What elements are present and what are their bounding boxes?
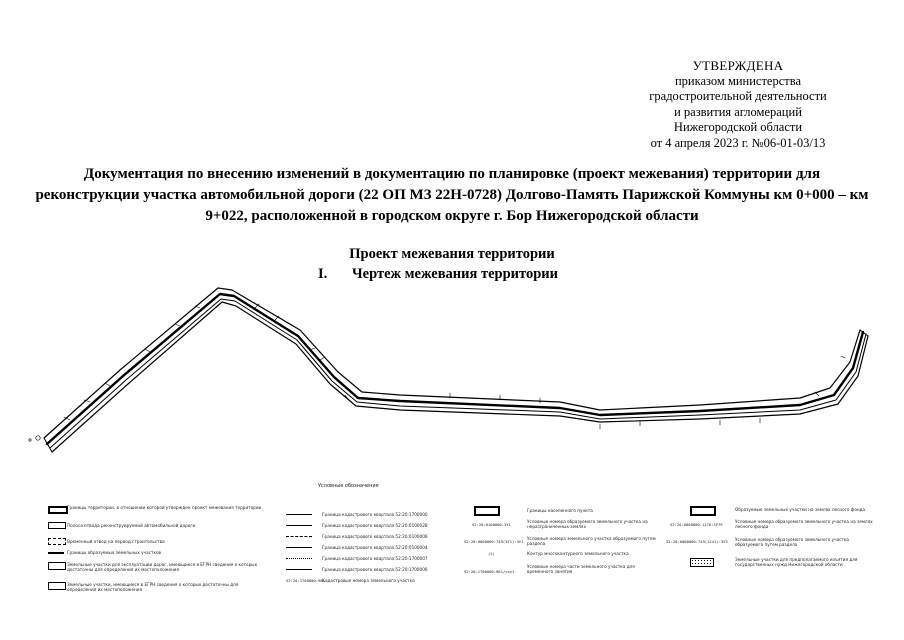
legend-symbol-project-boundary [48, 506, 68, 514]
document-title-line-2: реконструкции участка автомобильной дороги (22 ОП МЗ 22Н-0728) Долгово-Память Парижской Коммуны км 0+000 – км [35, 187, 869, 203]
legend-symbol-quarter [286, 547, 312, 548]
document-title-line-1: Документация по внесению изменений в документацию по планировке (проект межевания) территории для [83, 166, 821, 182]
legend-heading: Условные обозначения [318, 483, 379, 489]
legend-text: Условные номера образуемого земельного участка на землях лесного фонда [735, 519, 873, 529]
legend-symbol-road-plots [48, 562, 66, 570]
legend-code: 52:20:0000000:1276:ЗУ79 [670, 522, 723, 527]
drawing-title-text: Чертеж межевания территории [352, 266, 558, 282]
approval-line-4: и развития агломераций [674, 104, 802, 119]
legend-text: Земельные участки для эксплуатации дорог, имеющиеся в ЕГРН сведения о которых достаточны для определения их местоположения [67, 562, 258, 572]
legend-text: Границы образуемых земельных участков [67, 550, 162, 555]
legend-code: 52:20:0000000:749(ЗУ1):ЗУ1 [464, 539, 524, 544]
legend-text: Временный отвод на период строительства [67, 539, 165, 544]
legend-symbol-temporary [48, 538, 66, 545]
legend-symbol-formed-plots [48, 552, 64, 554]
point-marker [36, 436, 40, 440]
legend-symbol-right-of-way [48, 522, 66, 529]
legend-text: Условные номера образуемого земельного участка на неразграниченных землях [527, 519, 648, 529]
legend-text: Земельные участки для предполагаемого изъятия для государственных нужд Нижегородской области [735, 557, 858, 567]
document-title-line-3: 9+022, расположенной в городском округе г. Бор Нижегородской области [205, 208, 699, 224]
legend-text: Земельные участки, имеющиеся в ЕГРН сведения о которых достаточны для определения их местоположения [67, 582, 239, 592]
road-centerline-b [50, 299, 866, 448]
legend-symbol-settlement [474, 506, 500, 516]
legend-text: Условные номера части земельного участка для временного занятия [527, 564, 635, 574]
legend-text: Граница кадастрового квартала 52:20:1700000 [322, 512, 428, 517]
legend-symbol-forest-plots [690, 506, 716, 516]
legend-text: Полоса отвода реконструируемой автомобильной дороги [67, 523, 196, 528]
legend-code: (1) [488, 551, 495, 556]
point-marker [29, 439, 31, 441]
legend-symbol-quarter [286, 558, 312, 559]
section-title: Проект межевания территории [349, 246, 555, 262]
legend-symbol-quarter [286, 536, 312, 537]
legend-symbol-quarter [286, 514, 312, 515]
approval-line-1: УТВЕРЖДЕНА [692, 58, 784, 73]
legend-text: Кадастровые номера земельного участка [322, 578, 415, 583]
legend-code: 52:20:0100000:ЗУ1 [472, 522, 511, 527]
legend-symbol-quarter [286, 525, 312, 526]
approval-line-6: от 4 апреля 2023 г. №06-01-03/13 [650, 135, 826, 150]
approval-line-5: Нижегородской области [673, 120, 803, 134]
legend-text: Границы населенного пункта [527, 508, 593, 513]
legend-text: Граница кадастрового квартала 52:20:0100006 [322, 534, 428, 539]
road-centerline-a [47, 294, 863, 444]
approval-line-3: градостроительной деятельности [649, 89, 827, 103]
legend-symbol-seizure [690, 558, 714, 567]
legend-code: 52:20:1700000:981 [286, 578, 325, 583]
legend-text: Граница кадастрового квартала 52:20:0100028 [322, 523, 428, 528]
drawing-number: I. [318, 266, 328, 282]
legend-text: Граница кадастрового квартала 52:20:1700006 [322, 567, 428, 572]
road-boundary-upper [44, 288, 860, 438]
legend-symbol-egrn-plots [48, 582, 66, 590]
approval-line-2: приказом министерства [674, 73, 802, 88]
legend-text: Условные номера образуемого земельного участка образуемого путем раздела [735, 537, 849, 547]
legend-text: Граница кадастрового квартала 52:20:0100004 [322, 545, 428, 550]
legend-text: Границы территории, в отношении которой утвержден проект межевания территории [67, 505, 262, 510]
legend-text: Условные номера земельного участка образуемого путем раздела [527, 536, 656, 546]
legend-code: 52:20:0000000:749(1241):ЗУ3 [666, 539, 728, 544]
legend-code: 52:20:1700000:981/чзу1 [464, 569, 515, 574]
legend-symbol-quarter [286, 569, 312, 570]
legend-text: Граница кадастрового квартала 52:20:1700007 [322, 556, 428, 561]
legend-text: Образуемые земельные участки на землях лесного фонда [735, 507, 866, 512]
legend-text: Контур многоконтурного земельного участка [527, 551, 629, 556]
